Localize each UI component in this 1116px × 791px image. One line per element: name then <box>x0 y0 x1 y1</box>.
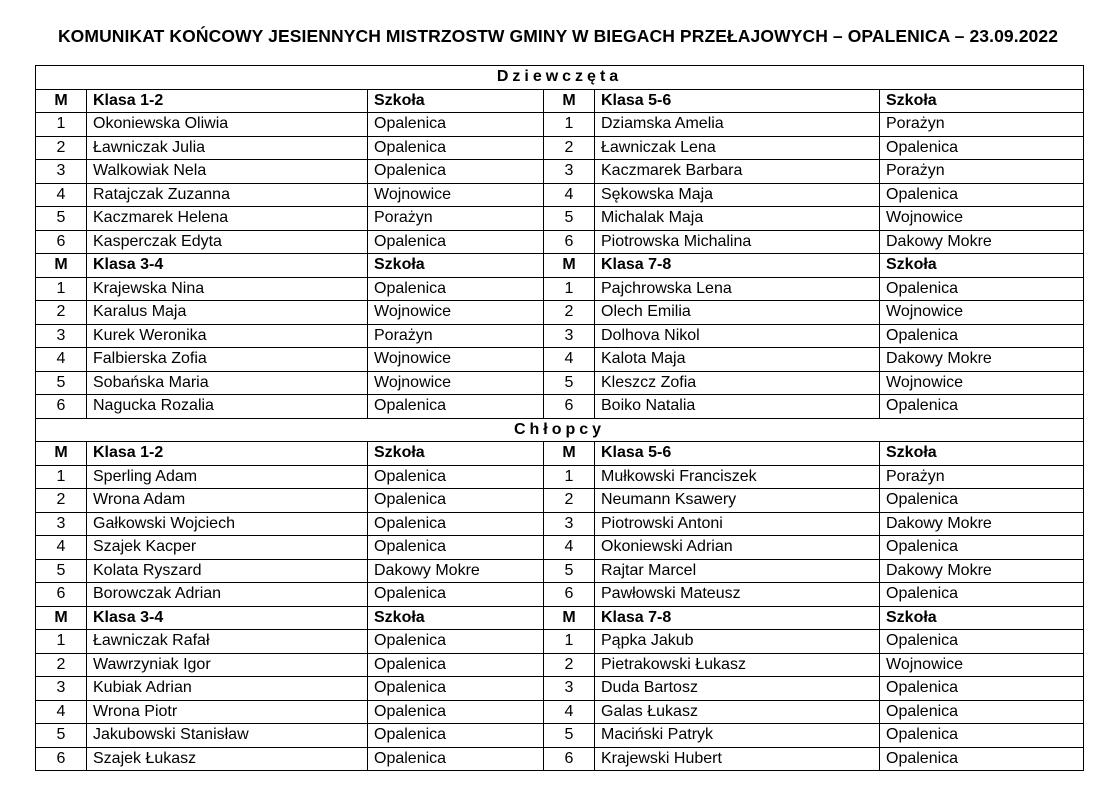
place-cell: 4 <box>544 183 595 207</box>
place-cell: 1 <box>36 465 87 489</box>
school-cell: Porażyn <box>880 465 1084 489</box>
student-name-cell: Kaczmarek Helena <box>87 207 368 231</box>
school-cell: Porażyn <box>368 324 544 348</box>
student-name-cell: Walkowiak Nela <box>87 160 368 184</box>
place-cell: 2 <box>544 301 595 325</box>
place-cell: 6 <box>36 230 87 254</box>
table-row <box>36 395 1084 419</box>
school-cell: Opalenica <box>880 395 1084 419</box>
school-cell: Opalenica <box>368 113 544 137</box>
school-cell: Porażyn <box>368 207 544 231</box>
school-cell: Opalenica <box>368 465 544 489</box>
student-name-cell: Piotrowski Antoni <box>595 512 880 536</box>
place-cell: 1 <box>544 630 595 654</box>
place-cell: 4 <box>36 183 87 207</box>
student-name-cell: Pawłowski Mateusz <box>595 583 880 607</box>
school-cell: Dakowy Mokre <box>880 512 1084 536</box>
table-row <box>36 724 1084 748</box>
table-row <box>36 465 1084 489</box>
school-cell: Opalenica <box>368 747 544 771</box>
table-row <box>36 489 1084 513</box>
student-name-cell: Jakubowski Stanisław <box>87 724 368 748</box>
place-cell: 2 <box>36 653 87 677</box>
section-title: Dziewczęta <box>36 66 1084 90</box>
place-cell: 4 <box>36 700 87 724</box>
student-name-cell: Okoniewska Oliwia <box>87 113 368 137</box>
place-header: M <box>36 89 87 113</box>
place-cell: 5 <box>36 559 87 583</box>
student-name-cell: Kalota Maja <box>595 348 880 372</box>
student-name-cell: Piotrowska Michalina <box>595 230 880 254</box>
school-cell: Opalenica <box>368 724 544 748</box>
school-cell: Opalenica <box>368 160 544 184</box>
student-name-cell: Neumann Ksawery <box>595 489 880 513</box>
table-row <box>36 677 1084 701</box>
class-header: Klasa 7-8 <box>595 254 880 278</box>
school-cell: Opalenica <box>880 724 1084 748</box>
student-name-cell: Olech Emilia <box>595 301 880 325</box>
table-row <box>36 207 1084 231</box>
section-header-row <box>36 418 1084 442</box>
student-name-cell: Sobańska Maria <box>87 371 368 395</box>
table-row <box>36 583 1084 607</box>
school-cell: Opalenica <box>880 136 1084 160</box>
school-cell: Wojnowice <box>368 371 544 395</box>
table-row <box>36 230 1084 254</box>
school-cell: Dakowy Mokre <box>880 559 1084 583</box>
school-cell: Opalenica <box>880 677 1084 701</box>
table-row <box>36 136 1084 160</box>
school-cell: Porażyn <box>880 113 1084 137</box>
school-cell: Opalenica <box>368 536 544 560</box>
place-cell: 6 <box>544 230 595 254</box>
school-header: Szkoła <box>880 89 1084 113</box>
student-name-cell: Ławniczak Julia <box>87 136 368 160</box>
school-cell: Opalenica <box>880 700 1084 724</box>
school-cell: Porażyn <box>880 160 1084 184</box>
student-name-cell: Michalak Maja <box>595 207 880 231</box>
student-name-cell: Gałkowski Wojciech <box>87 512 368 536</box>
school-cell: Opalenica <box>880 489 1084 513</box>
student-name-cell: Pajchrowska Lena <box>595 277 880 301</box>
place-cell: 5 <box>544 559 595 583</box>
student-name-cell: Rajtar Marcel <box>595 559 880 583</box>
place-cell: 3 <box>544 512 595 536</box>
place-cell: 2 <box>36 489 87 513</box>
section-header-row <box>36 66 1084 90</box>
table-row <box>36 113 1084 137</box>
place-cell: 1 <box>36 277 87 301</box>
place-cell: 1 <box>544 277 595 301</box>
student-name-cell: Dziamska Amelia <box>595 113 880 137</box>
school-cell: Wojnowice <box>368 301 544 325</box>
class-header: Klasa 5-6 <box>595 442 880 466</box>
place-cell: 6 <box>36 747 87 771</box>
student-name-cell: Wawrzyniak Igor <box>87 653 368 677</box>
place-header: M <box>544 89 595 113</box>
place-cell: 3 <box>36 512 87 536</box>
school-cell: Opalenica <box>368 136 544 160</box>
results-table <box>35 65 1084 771</box>
table-row <box>36 348 1084 372</box>
place-header: M <box>544 254 595 278</box>
table-row <box>36 630 1084 654</box>
student-name-cell: Mułkowski Franciszek <box>595 465 880 489</box>
column-header-row <box>36 442 1084 466</box>
student-name-cell: Krajewski Hubert <box>595 747 880 771</box>
school-header: Szkoła <box>368 89 544 113</box>
place-header: M <box>36 606 87 630</box>
place-cell: 6 <box>544 395 595 419</box>
place-cell: 5 <box>544 724 595 748</box>
class-header: Klasa 3-4 <box>87 606 368 630</box>
student-name-cell: Wrona Piotr <box>87 700 368 724</box>
student-name-cell: Sękowska Maja <box>595 183 880 207</box>
student-name-cell: Dolhova Nikol <box>595 324 880 348</box>
place-cell: 3 <box>36 160 87 184</box>
place-cell: 5 <box>36 207 87 231</box>
student-name-cell: Pąpka Jakub <box>595 630 880 654</box>
school-cell: Opalenica <box>368 653 544 677</box>
column-header-row <box>36 89 1084 113</box>
place-cell: 3 <box>36 324 87 348</box>
table-row <box>36 371 1084 395</box>
student-name-cell: Ratajczak Zuzanna <box>87 183 368 207</box>
school-cell: Wojnowice <box>880 371 1084 395</box>
results-table-body <box>36 66 1084 771</box>
student-name-cell: Pietrakowski Łukasz <box>595 653 880 677</box>
school-cell: Opalenica <box>368 630 544 654</box>
school-cell: Opalenica <box>880 277 1084 301</box>
place-cell: 4 <box>544 536 595 560</box>
place-cell: 5 <box>544 371 595 395</box>
school-header: Szkoła <box>368 254 544 278</box>
class-header: Klasa 7-8 <box>595 606 880 630</box>
student-name-cell: Kurek Weronika <box>87 324 368 348</box>
place-cell: 3 <box>544 677 595 701</box>
table-row <box>36 512 1084 536</box>
student-name-cell: Wrona Adam <box>87 489 368 513</box>
place-cell: 5 <box>544 207 595 231</box>
place-cell: 2 <box>544 489 595 513</box>
table-row <box>36 747 1084 771</box>
place-cell: 6 <box>36 395 87 419</box>
school-cell: Dakowy Mokre <box>880 348 1084 372</box>
place-cell: 1 <box>544 113 595 137</box>
school-header: Szkoła <box>880 254 1084 278</box>
student-name-cell: Kleszcz Zofia <box>595 371 880 395</box>
place-cell: 2 <box>36 136 87 160</box>
student-name-cell: Galas Łukasz <box>595 700 880 724</box>
place-cell: 1 <box>36 630 87 654</box>
student-name-cell: Sperling Adam <box>87 465 368 489</box>
student-name-cell: Maciński Patryk <box>595 724 880 748</box>
student-name-cell: Duda Bartosz <box>595 677 880 701</box>
place-cell: 4 <box>544 700 595 724</box>
school-header: Szkoła <box>880 442 1084 466</box>
document-title: KOMUNIKAT KOŃCOWY JESIENNYCH MISTRZOSTW GMINY W BIEGACH PRZEŁAJOWYCH – OPALENICA – 23.09.2022 <box>57 26 1059 46</box>
school-cell: Opalenica <box>880 183 1084 207</box>
column-header-row <box>36 606 1084 630</box>
school-header: Szkoła <box>880 606 1084 630</box>
place-header: M <box>544 442 595 466</box>
student-name-cell: Falbierska Zofia <box>87 348 368 372</box>
school-cell: Wojnowice <box>368 348 544 372</box>
place-cell: 4 <box>36 348 87 372</box>
place-cell: 2 <box>36 301 87 325</box>
school-cell: Opalenica <box>368 395 544 419</box>
school-cell: Opalenica <box>368 583 544 607</box>
school-header: Szkoła <box>368 606 544 630</box>
place-cell: 5 <box>36 724 87 748</box>
table-row <box>36 301 1084 325</box>
student-name-cell: Okoniewski Adrian <box>595 536 880 560</box>
class-header: Klasa 5-6 <box>595 89 880 113</box>
school-cell: Dakowy Mokre <box>880 230 1084 254</box>
place-cell: 6 <box>544 747 595 771</box>
student-name-cell: Kubiak Adrian <box>87 677 368 701</box>
column-header-row <box>36 254 1084 278</box>
school-cell: Wojnowice <box>880 207 1084 231</box>
place-header: M <box>36 254 87 278</box>
place-cell: 3 <box>544 160 595 184</box>
school-cell: Opalenica <box>368 512 544 536</box>
school-cell: Opalenica <box>880 583 1084 607</box>
place-cell: 1 <box>36 113 87 137</box>
table-row <box>36 559 1084 583</box>
place-cell: 6 <box>36 583 87 607</box>
place-cell: 1 <box>544 465 595 489</box>
table-row <box>36 324 1084 348</box>
place-header: M <box>36 442 87 466</box>
class-header: Klasa 3-4 <box>87 254 368 278</box>
school-cell: Opalenica <box>880 630 1084 654</box>
table-row <box>36 183 1084 207</box>
student-name-cell: Szajek Kacper <box>87 536 368 560</box>
school-cell: Opalenica <box>368 277 544 301</box>
section-title: Chłopcy <box>36 418 1084 442</box>
school-cell: Opalenica <box>368 700 544 724</box>
student-name-cell: Nagucka Rozalia <box>87 395 368 419</box>
student-name-cell: Ławniczak Rafał <box>87 630 368 654</box>
class-header: Klasa 1-2 <box>87 89 368 113</box>
school-cell: Opalenica <box>880 324 1084 348</box>
table-row <box>36 653 1084 677</box>
place-cell: 4 <box>544 348 595 372</box>
student-name-cell: Kaczmarek Barbara <box>595 160 880 184</box>
student-name-cell: Szajek Łukasz <box>87 747 368 771</box>
school-cell: Opalenica <box>880 747 1084 771</box>
school-cell: Opalenica <box>368 489 544 513</box>
school-cell: Opalenica <box>880 536 1084 560</box>
school-cell: Wojnowice <box>368 183 544 207</box>
student-name-cell: Boiko Natalia <box>595 395 880 419</box>
class-header: Klasa 1-2 <box>87 442 368 466</box>
student-name-cell: Kasperczak Edyta <box>87 230 368 254</box>
place-cell: 4 <box>36 536 87 560</box>
school-cell: Dakowy Mokre <box>368 559 544 583</box>
student-name-cell: Ławniczak Lena <box>595 136 880 160</box>
place-header: M <box>544 606 595 630</box>
table-row <box>36 160 1084 184</box>
student-name-cell: Borowczak Adrian <box>87 583 368 607</box>
place-cell: 3 <box>544 324 595 348</box>
student-name-cell: Kolata Ryszard <box>87 559 368 583</box>
place-cell: 3 <box>36 677 87 701</box>
table-row <box>36 700 1084 724</box>
school-cell: Opalenica <box>368 230 544 254</box>
school-cell: Wojnowice <box>880 653 1084 677</box>
place-cell: 2 <box>544 653 595 677</box>
place-cell: 6 <box>544 583 595 607</box>
student-name-cell: Krajewska Nina <box>87 277 368 301</box>
place-cell: 5 <box>36 371 87 395</box>
school-cell: Opalenica <box>368 677 544 701</box>
table-row <box>36 277 1084 301</box>
school-header: Szkoła <box>368 442 544 466</box>
school-cell: Wojnowice <box>880 301 1084 325</box>
place-cell: 2 <box>544 136 595 160</box>
table-row <box>36 536 1084 560</box>
student-name-cell: Karalus Maja <box>87 301 368 325</box>
